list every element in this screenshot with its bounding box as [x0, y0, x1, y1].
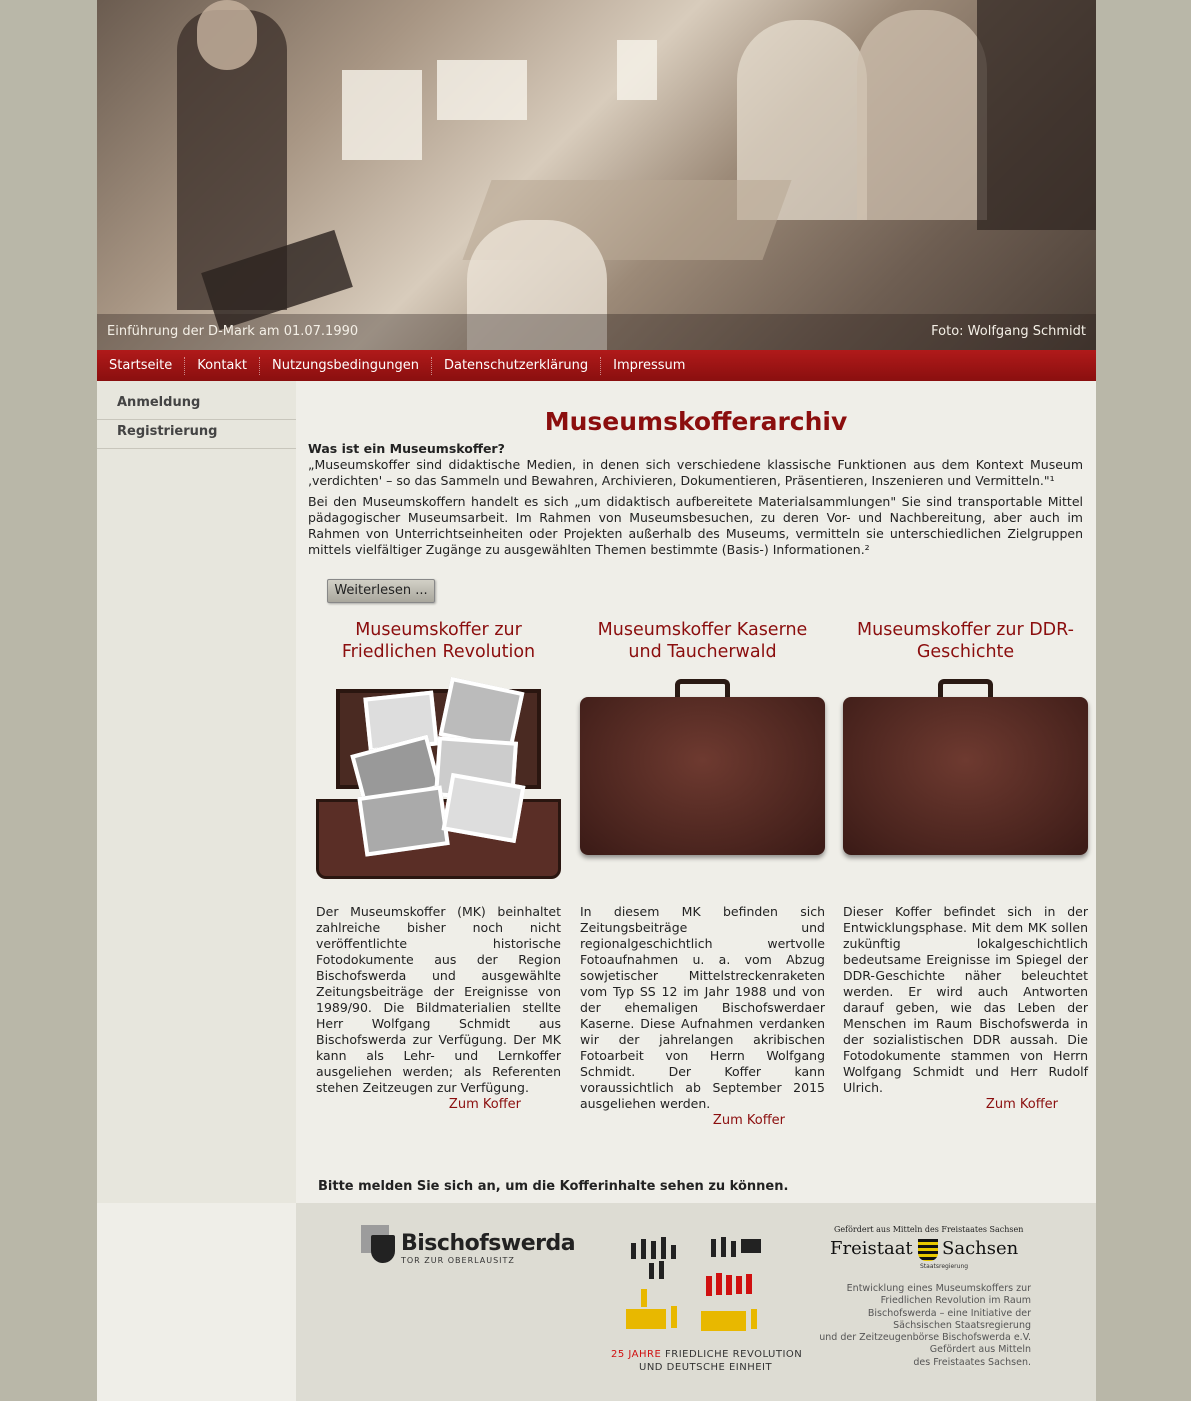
zum-koffer-link-ddr[interactable]: Zum Koffer — [985, 1097, 1058, 1112]
25-jahre-line1 — [611, 1349, 802, 1360]
bischofswerda-tagline: TOR ZUR OBERLAUSITZ — [401, 1256, 515, 1265]
freistaat-sachsen-logo — [826, 1225, 1026, 1275]
suitcase-column-revolution — [316, 619, 561, 1112]
column-title: Museumskoffer zur DDR-Geschichte — [857, 620, 1074, 662]
25-jahre-red: 25 JAHRE — [611, 1349, 662, 1360]
25-jahre-rest: FRIEDLICHE REVOLUTION — [661, 1349, 803, 1360]
nav-item-datenschutz[interactable]: Datenschutzerklärung — [431, 357, 600, 375]
intro-question: Was ist ein Museumskoffer? — [308, 441, 505, 456]
zum-koffer-link-kaserne[interactable]: Zum Koffer — [712, 1113, 785, 1128]
sachsen-sachsen: Sachsen — [942, 1238, 1019, 1259]
bischofswerda-name: Bischofswerda — [401, 1231, 576, 1256]
footer-note-line: Friedlichen Revolution im Raum — [880, 1295, 1031, 1307]
header-photo — [97, 0, 1096, 350]
sidebar-item-anmeldung[interactable]: Anmeldung — [97, 391, 296, 420]
footer — [296, 1203, 1096, 1401]
sachsen-freistaat: Freistaat — [830, 1238, 913, 1259]
suitcase-open-image — [316, 679, 561, 904]
nav-item-kontakt[interactable]: Kontakt — [184, 357, 259, 375]
suitcase-column-kaserne — [580, 619, 825, 1128]
people-silhouettes-icon — [601, 1231, 801, 1346]
column-title: Museumskoffer Kaserne und Taucherwald — [597, 620, 808, 662]
main-navigation — [97, 350, 1096, 381]
saxony-coat-of-arms-icon — [918, 1239, 938, 1261]
footer-note-line: Bischofswerda – eine Initiative der — [867, 1307, 1031, 1319]
column-description: Der Museumskoffer (MK) beinhaltet zahlreiche bisher noch nicht veröffentlichte historische Fotodokumente aus der Region Bischofswerda und ausgewählte Zeitungsbeiträge der Ereignisse von 1989/90. Die Bildmaterialien stellte Herr Wolfgang Schmidt aus Bischofswerda zur Verfügung. Der MK kann als Lehr- und Lernkoffer ausgeliehen werden; als Referenten stehen Zeitzeugen zur Verfügung. — [316, 904, 561, 1095]
hero-caption-left: Einführung der D-Mark am 01.07.1990 — [107, 324, 359, 339]
coat-of-arms-icon — [371, 1235, 395, 1263]
page-title: Museumskofferarchiv — [544, 407, 848, 436]
column-description: In diesem MK befinden sich Zeitungsbeiträge und regionalgeschichtlich wertvolle Fotoaufnahmen u. a. vom Abzug sowjetischer Mittelstreckenraketen vom Typ SS 12 im Jahr 1988 und von der ehemaligen Bischofswerdaer Kaserne. Diese Aufnahmen verdanken wir der jahrelangen akribischen Fotoarbeit von Herrn Wolfgang Schmidt. Der Koffer kann voraussichtlich ab September 2015 ausgeliehen werden. — [580, 904, 825, 1111]
nav-item-impressum[interactable]: Impressum — [600, 357, 697, 375]
intro-text — [308, 441, 1083, 563]
suitcase-closed-image — [843, 679, 1088, 904]
column-title: Museumskoffer zur Friedlichen Revolution — [341, 620, 536, 662]
footer-note-line: des Freistaates Sachsen. — [913, 1356, 1031, 1368]
footer-note-line: Entwicklung eines Museumskoffers zur — [846, 1283, 1031, 1294]
25-jahre-line2: UND DEUTSCHE EINHEIT — [639, 1362, 773, 1373]
sidebar-background — [97, 381, 296, 1203]
footer-note-line: Gefördert aus Mitteln — [929, 1344, 1031, 1356]
sidebar — [97, 391, 296, 449]
footer-note-line: und der Zeitzeugenbörse Bischofswerda e.V. — [819, 1332, 1031, 1344]
footer-note-line: Sächsischen Staatsregierung — [893, 1319, 1031, 1331]
nav-item-nutzungsbedingungen[interactable]: Nutzungsbedingungen — [259, 357, 431, 375]
bischofswerda-logo — [361, 1225, 576, 1270]
sidebar-item-registrierung[interactable]: Registrierung — [97, 420, 296, 449]
main-content — [296, 381, 1096, 1203]
read-more-button[interactable]: Weiterlesen ... — [327, 579, 435, 603]
intro-paragraph-2: Bei den Museumskoffern handelt es sich „um didaktisch aufbereitete Materialsammlungen" Sie sind transportable Mittel pädagogischer Museumsarbeit. Im Rahmen von Museumsbesuchen, zu deren Vor- und Nachbereitung, aber auch im Rahmen von Unterrichtseinheiten oder Projekten außerhalb des Museums, vermitteln sie unterschiedlichen Zielgruppen mittels vielfältiger Zugänge zu ausgewählten Themen bestimmte (Basis-) Informationen.² — [308, 494, 1083, 557]
column-description: Dieser Koffer befindet sich in der Entwicklungsphase. Mit dem MK sollen zukünftig lokalgeschichtlich bedeutsame Ereignisse im Spiegel der DDR-Geschichte näher beleuchtet werden. Er wird auch Antworten darauf geben, wie das Leben der Menschen im Raum Bischofswerda in der sozialistischen DDR aussah. Die Fotodokumente stammen von Herrn Wolfgang Schmidt und Herr Rudolf Ulrich. — [843, 904, 1088, 1095]
footer-funding-note — [819, 1283, 1031, 1369]
25-jahre-logo — [601, 1231, 801, 1401]
nav-item-startseite[interactable]: Startseite — [109, 357, 173, 373]
page-wrapper — [97, 0, 1096, 1401]
login-notice: Bitte melden Sie sich an, um die Kofferinhalte sehen zu können. — [318, 1179, 789, 1194]
suitcase-column-ddr — [843, 619, 1088, 1112]
hero-caption-right: Foto: Wolfgang Schmidt — [931, 324, 1086, 339]
zum-koffer-link-revolution[interactable]: Zum Koffer — [448, 1097, 521, 1112]
sachsen-funding-line: Gefördert aus Mitteln des Freistaates Sachsen — [834, 1225, 1024, 1234]
footer-left-spacer — [97, 1203, 296, 1401]
suitcase-closed-image — [580, 679, 825, 904]
sachsen-staatsregierung: Staatsregierung — [920, 1263, 969, 1270]
intro-paragraph-1: „Museumskoffer sind didaktische Medien, in denen sich verschiedene klassische Funktionen aus dem Kontext Museum ‚verdichten' – so das Sammeln und Bewahren, Archivieren, Dokumentieren, Präsentieren, Inszenieren und Vermitteln."¹ — [308, 457, 1083, 488]
hero-caption-bar — [97, 314, 1096, 350]
